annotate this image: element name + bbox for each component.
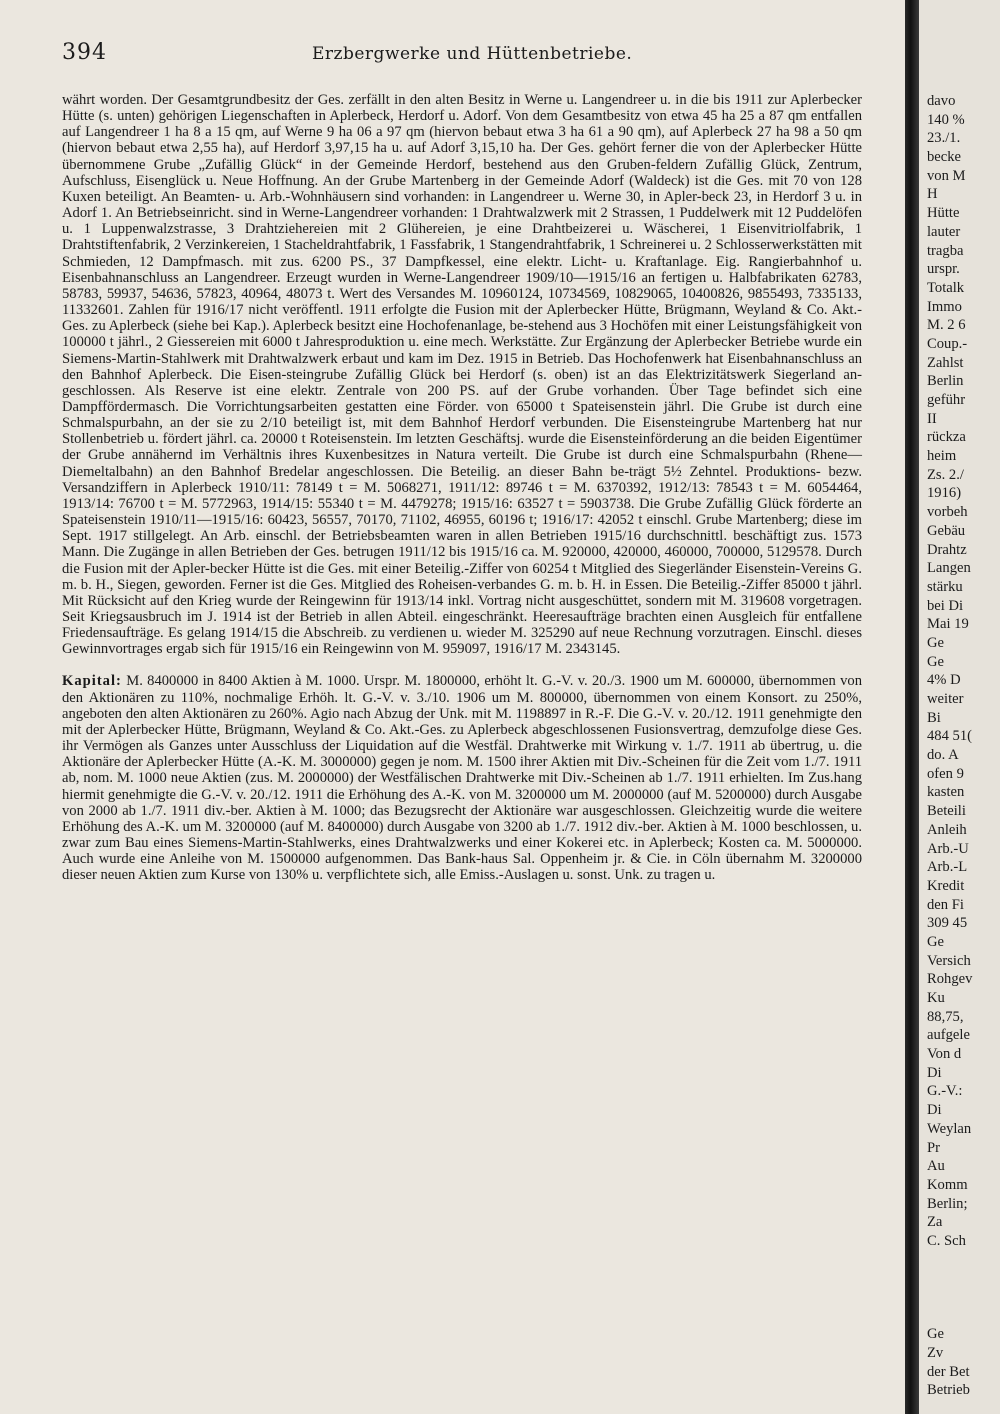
facing-page-fragment: Za (927, 1214, 943, 1231)
kapital-paragraph (62, 673, 862, 883)
facing-page-fragment: Anleih (927, 821, 967, 838)
facing-page-fragment: II (927, 410, 937, 427)
facing-page-fragment: Immo (927, 298, 962, 315)
facing-page-fragment: Ge (927, 653, 945, 670)
facing-page-fragment: heim (927, 448, 957, 465)
facing-page-fragment: Di (927, 1064, 942, 1081)
facing-page-fragment: Ge (927, 933, 945, 950)
facing-page-fragment: Gebäu (927, 522, 966, 539)
facing-page-fragment: lauter (927, 223, 961, 240)
facing-page-fragment: Arb.-L (927, 859, 968, 876)
facing-page-fragment: Arb.-U (927, 840, 969, 857)
facing-page-fragment: Versich (927, 952, 971, 969)
facing-page-fragment: geführ (927, 392, 966, 408)
facing-page-fragment: Au (927, 1158, 945, 1175)
facing-page-fragment: von M (927, 167, 966, 184)
facing-page-fragment: Drahtz (927, 541, 967, 558)
facing-page-fragment: 88,75, (927, 1008, 964, 1025)
facing-page-fragment: Berlin; (927, 1195, 968, 1212)
facing-page-fragment: Bi (927, 709, 941, 726)
facing-page-fragment: 1916) (927, 485, 962, 502)
facing-page-fragment: den Fi (927, 896, 964, 913)
facing-page-fragment: bei Di (927, 597, 964, 614)
kapital-label: Kapital: (62, 673, 122, 690)
facing-page-fragment: Zv (927, 1345, 944, 1362)
page-header (62, 40, 867, 70)
facing-page-fragment: Beteili (927, 803, 966, 820)
facing-page-fragment: Betrieb (927, 1382, 970, 1399)
facing-page-fragment: Ge (927, 634, 945, 651)
facing-page-fragment: Berlin (927, 373, 964, 390)
facing-page-fragment: Coup.- (927, 335, 968, 352)
facing-page-fragment: Langen (927, 560, 971, 577)
facing-page-fragment: davo (927, 93, 956, 109)
facing-page-fragment: Mai 19 (927, 616, 969, 633)
facing-page-fragment (927, 1288, 1000, 1307)
kapital-text: M. 8400000 in 8400 Aktien à M. 1000. Urspr. M. 1800000, erhöht lt. G.-V. v. 20./3. 1900 um M. 600000, übernommen von den Aktionären zu 110%, nochmalige Erhöh. lt. G.-V. v. 3./10. 1906 um M. 800000, übernommen von einem Konsort. zu 250%, angeboten den alten Aktionären zu 260%. Agio nach Abzug der Unk. mit M. 1198897 in R.-F. Die G.-V. v. 20./12. 1911 genehmigte den mit der Aplerbecker Hütte, Brügmann, Weyland & Co. Akt.-Ges. zu Aplerbeck abgeschlossenen Fusionsvertrag, demzufolge diese Ges. ihr Vermögen als Ganzes unter Ausschluss der Liquidation auf die Westfäl. Drahtwerke mit Wirkung v. 1./7. 1911 ab übertrug, u. die Aktionäre der Aplerbecker Hütte (A.-K. M. 3000000) gegen je nom. M. 1500 ihrer Aktien mit Div.-Scheinen für die Zeit vom 1./7. 1911 ab, nom. M. 1000 neue Aktien (zus. M. 2000000) der Westfälischen Drahtwerke mit Div.-Scheinen ab 1./7. 1911 erhielten. Im Zus.hang hiermit genehmigte die G.-V. v. 20./12. 1911 die Erhöhung des A.-K. von M. 3200000 um M. 2000000 (auf M. 5200000) durch Ausgabe von 2000 ab 1./7. 1911 div.-ber. Aktien à M. 1000; das Bezugsrecht der Aktionäre war ausgeschlossen. Gleichzeitig wurde die weitere Erhöhung des A.-K. um M. 3200000 (auf M. 8400000) durch Ausgabe von 3200 ab 1./7. 1912 div.-ber. Aktien à M. 1000 beschlossen, u. zwar zum Bau eines Siemens-Martin-Stahlwerks, eines Drahtwalzwerks und einer Kokerei etc. in Aplerbeck; Kosten ca. M. 5000000. Auch wurde eine Anleihe von M. 1500000 aufgenommen. Das Bank-haus Sal. Oppenheim jr. & Cie. in Cöln übernahm M. 3200000 dieser neuen Aktien zum Kurse von 130% u. verpflichtete sich, alle Emiss.-Auslagen u. sonst. Unk. zu tragen u. (62, 673, 862, 884)
facing-page-fragment: H (927, 186, 938, 203)
facing-page-fragment: Rohgev (927, 971, 973, 988)
main-text-column (62, 92, 862, 884)
facing-page-fragment: becke (927, 149, 962, 166)
facing-page-fragment: weiter (927, 691, 964, 707)
facing-page-fragment: G.-V.: (927, 1083, 963, 1100)
facing-page-fragment: 23./1. (927, 130, 961, 147)
facing-page-fragment: aufgele (927, 1027, 970, 1044)
facing-page-fragment: Komm (927, 1176, 968, 1193)
facing-page-fragment (927, 1251, 1000, 1270)
facing-page-fragment: Zahlst (927, 354, 964, 371)
facing-page-fragment: Hütte (927, 205, 960, 222)
facing-page-fragment: Kredit (927, 877, 965, 894)
facing-page-fragment: ofen 9 (927, 765, 964, 782)
facing-page-fragment: Ku (927, 990, 945, 1006)
page-number: 394 (62, 40, 107, 65)
facing-page-fragment: Totalk (927, 279, 965, 296)
facing-page-fragment: 484 51( (927, 728, 972, 745)
facing-page-fragment: 4% D (927, 672, 961, 689)
facing-page-fragment: Zs. 2./ (927, 466, 964, 483)
facing-page-fragments (927, 92, 1000, 1400)
facing-page-fragment: 309 45 (927, 915, 968, 932)
facing-page-fragment: Di (927, 1102, 942, 1119)
book-gutter (905, 0, 919, 1414)
facing-page-fragment (927, 1269, 1000, 1288)
facing-page-fragment: C. Sch (927, 1232, 966, 1249)
facing-page-fragment: do. A (927, 747, 959, 764)
facing-page-fragment: Pr (927, 1139, 940, 1156)
facing-page-fragment: M. 2 6 (927, 317, 966, 334)
facing-page-fragment: vorbeh (927, 504, 968, 521)
running-title: Erzbergwerke und Hüttenbetriebe. (312, 44, 633, 64)
facing-page-fragment: kasten (927, 784, 965, 801)
facing-page-fragment: der Bet (927, 1363, 970, 1380)
facing-page-fragment: Weylan (927, 1120, 972, 1137)
facing-page-edge (919, 0, 1000, 1414)
facing-page-fragment: stärku (927, 578, 963, 595)
company-description-paragraph: währt worden. Der Gesamtgrundbesitz der Ges. zerfällt in den alten Besitz in Werne u. Langendreer u. in die bis 1911 zur Aplerbecker Hütte (s. unten) gehörigen Liegenschaften in Aplerbeck, Herdorf u. Adorf. Von dem Gesamtbesitz von etwa 45 ha 25 a 87 qm entfallen auf Langendreer 1 ha 8 a 15 qm, auf Werne 9 ha 06 a 97 qm (hiervon bebaut etwa 3 ha 61 a 90 qm), auf Aplerbeck 27 ha 98 a 50 qm (hiervon bebaut etwa 2,55 ha), auf Herdorf 3,97,15 ha u. auf Adorf 3,15,10 ha. Der Ges. gehört ferner die von der Aplerbecker Hütte übernommene Grube „Zufällig Glück“ in der Gemeinde Herdorf, bestehend aus den Gruben-feldern Zufällig Glück, Zentrum, Aufschluss, Eisenglück u. Neue Hoffnung. An der Grube Martenberg in der Gemeinde Adorf (Waldeck) ist die Ges. mit 70 von 128 Kuxen beteiligt. An Beamten- u. Arb.-Wohnhäusern sind vorhanden: in Langendreer u. Werne 30, in Apler-beck 23, in Herdorf 3 u. in Adorf 1. An Betriebseinricht. sind in Werne-Langendreer vorhanden: 1 Drahtwalzwerk mit 2 Strassen, 1 Puddelwerk mit 12 Puddelöfen u. 1 Luppenwalzstrasse, 3 Drahtziehereien mit 2 Glühereien, je eine Drahtbeizerei u. Wäscherei, 1 Eisenvitriolfabrik, 1 Drahtstiftenfabrik, 2 Verzinkereien, 1 Stacheldrahtfabrik, 1 Fassfabrik, 1 Stangendrahtfabrik, 1 Schreinerei u. 2 Schlosserwerkstätten mit Schmieden, 12 Dampfmasch. mit zus. 6200 PS., 37 Dampfkessel, eine elektr. Licht- u. Kraftanlage. Eig. Rangierbahnhof u. Eisenbahnanschluss an Langendreer. Erzeugt wurden in Werne-Langendreer 1909/10—1915/16 an fertigen u. Halbfabrikaten 62783, 58783, 59937, 54636, 57823, 40964, 48073 t. Wert des Versandes M. 10960124, 10734569, 10829065, 10400826, 9855493, 7335133, 11332601. Zahlen für 1916/17 nicht veröffentl. 1911 erfolgte die Fusion mit der Aplerbecker Hütte, Brügmann, Weyland & Co. Akt.-Ges. zu Aplerbeck (siehe bei Kap.). Aplerbeck besitzt eine Hochofenanlage, be-stehend aus 3 Hochöfen mit einer Leistungsfähigkeit von 100000 t jährl., 2 Giessereien mit 6000 t Jahresproduktion u. eine mech. Werkstätte. Zur Ergänzung der Aplerbecker Betriebe wurde ein Siemens-Martin-Stahlwerk mit Drahtwalzwerk erbaut und kam im Dez. 1915 in Betrieb. Das Hochofenwerk hat Eisenbahnanschluss an den Bahnhof Aplerbeck. Die Eisen-steingrube Zufällig Glück bei Herdorf (s. oben) ist an das Elektrizitätswerk Siegerland an-geschlossen. Als Reserve ist eine elektr. Zentrale von 200 PS. auf der Grube vorhanden. Über Tage befindet sich eine Dampffördermasch. Die Vorrichtungsarbeiten gestatten eine Förder. von 65000 t Spateisenstein jährl. Die Grube ist durch eine Schmalspurbahn, an der sie zu 2/10 beteiligt ist, mit dem Bahnhof Herdorf verbunden. Die Eisensteingrube Martenberg hat nur Stollenbetrieb u. fördert jährl. ca. 20000 t Roteisenstein. Im letzten Geschäftsj. wurde die Eisensteinförderung an die beiden Eigentümer der Grube annähernd im Verhältnis ihres Kuxenbesitzes in Natura verteilt. Die Grube ist durch eine Schmalspurbahn (Rhene—Diemeltalbahn) an den Bahnhof Bredelar angeschlossen. Die Beteilig. an dieser Bahn be-trägt 5½ Zehntel. Produktions- bezw. Versandziffern in Aplerbeck 1910/11: 78149 t = M. 5068271, 1911/12: 89746 t = M. 6370392, 1912/13: 78543 t = M. 6054464, 1913/14: 76700 t = M. 5772963, 1914/15: 55340 t = M. 4479278; 1915/16: 63527 t = 5903738. Die Grube Zufällig Glück förderte an Spateisenstein 1910/11—1915/16: 60423, 56557, 70170, 71102, 46955, 60196 t; 1916/17: 42052 t einschl. Grube Martenberg; diese im Sept. 1917 stillgelegt. An Arb. einschl. der Betriebsbeamten waren in allen Betrieben 1915/16 durchschnittl. beschäftigt zus. 1573 Mann. Die Zugänge in allen Betrieben der Ges. betrugen 1911/12 bis 1915/16 ca. M. 920000, 420000, 460000, 700000, 5129578. Durch die Fusion mit der Apler-becker Hütte ist die Ges. mit einer Beteilig.-Ziffer von 60254 t Mitglied des Siegerländer Eisenstein-Vereins G. m. b. H., Siegen, geworden. Ferner ist die Ges. Mitglied des Roheisen-verbandes G. m. b. H. in Essen. Die Beteilig.-Ziffer 85000 t jährl. Mit Rücksicht auf den Krieg wurde der Reingewinn für 1913/14 inkl. Vortrag nicht ausgeschüttet, sondern mit M. 319608 vorgetragen. Seit Kriegsausbruch im J. 1914 ist der Betrieb in allen Abteil. eingeschränkt. Heeresaufträge brachten einen Ausgleich für entfallene Friedensaufträge. Es gelang 1914/15 die Abschreib. zu verdienen u. wieder M. 325290 auf neue Rechnung vorzutragen. Einschl. dieses Gewinnvortrages ergab sich für 1915/16 ein Reingewinn von M. 959097, 1916/17 M. 2343145. (62, 92, 862, 658)
facing-page-fragment: 140 % (927, 111, 965, 128)
facing-page-fragment: rückza (927, 429, 966, 446)
facing-page-fragment: Von d (927, 1046, 962, 1063)
facing-page-fragment: tragba (927, 242, 964, 259)
facing-page-fragment: urspr. (927, 261, 960, 278)
facing-page-fragment: Ge (927, 1326, 945, 1343)
facing-page-fragment (927, 1307, 1000, 1326)
